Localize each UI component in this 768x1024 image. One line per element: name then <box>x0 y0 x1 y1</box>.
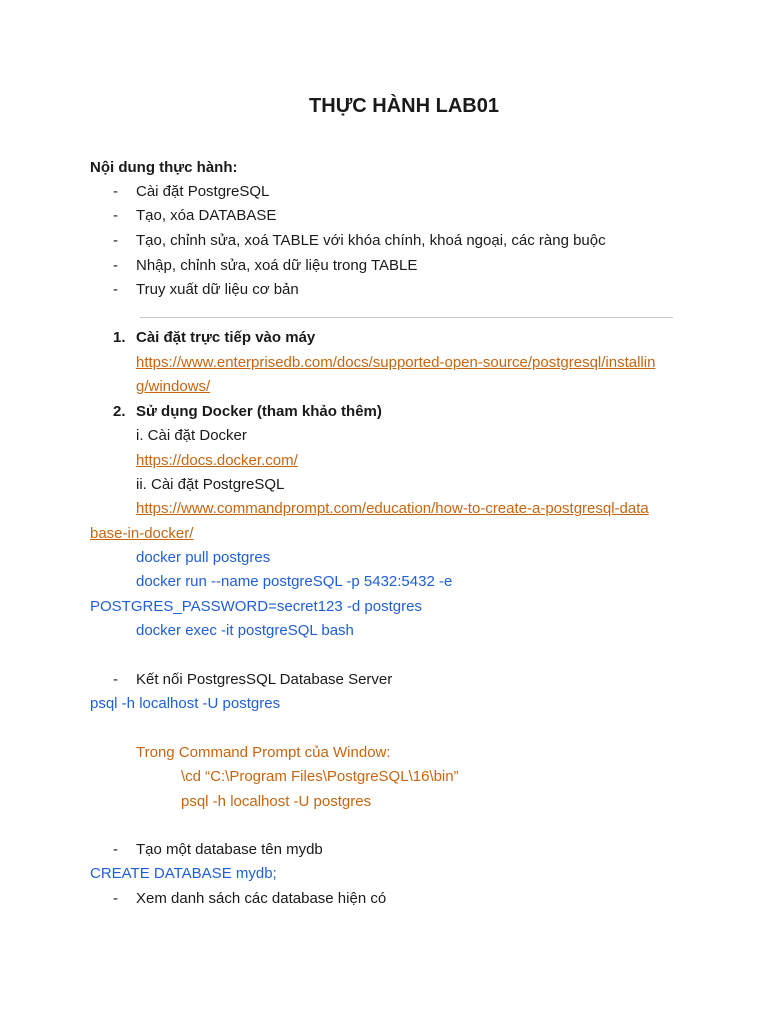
bullet-dash: - <box>113 281 118 298</box>
section-1-number: 1. <box>113 329 126 346</box>
page-title: THỰC HÀNH LAB01 <box>309 95 499 117</box>
commandprompt-link-continued[interactable]: base-in-docker/ <box>90 525 194 542</box>
commandprompt-link[interactable]: https://www.commandprompt.com/education/how-to-create-a-postgresql-data <box>136 500 649 517</box>
windows-cd-command: \cd “C:\Program Files\PostgreSQL\16\bin” <box>181 768 459 785</box>
enterprisedb-link[interactable]: https://www.enterprisedb.com/docs/supported-open-source/postgresql/installin <box>136 354 656 371</box>
intro-item: Cài đặt PostgreSQL <box>136 183 270 200</box>
section-2-heading: Sử dụng Docker (tham khảo thêm) <box>136 403 382 420</box>
bullet-dash: - <box>113 183 118 200</box>
install-docker-label: i. Cài đặt Docker <box>136 427 247 444</box>
intro-heading: Nội dung thực hành: <box>90 159 238 176</box>
docker-exec-command: docker exec -it postgreSQL bash <box>136 622 354 639</box>
create-database-command: CREATE DATABASE mydb; <box>90 865 277 882</box>
intro-item: Truy xuất dữ liệu cơ bản <box>136 281 299 298</box>
bullet-dash: - <box>113 890 118 907</box>
section-2-number: 2. <box>113 403 126 420</box>
section-1-heading: Cài đặt trực tiếp vào máy <box>136 329 316 346</box>
install-postgres-label: ii. Cài đặt PostgreSQL <box>136 476 285 493</box>
create-db-label: Tạo một database tên mydb <box>136 841 323 858</box>
windows-psql-command: psql -h localhost -U postgres <box>181 793 372 810</box>
connect-label: Kết nối PostgresSQL Database Server <box>136 671 393 688</box>
docker-run-command-continued: POSTGRES_PASSWORD=secret123 -d postgres <box>90 598 422 615</box>
docker-docs-link[interactable]: https://docs.docker.com/ <box>136 452 298 469</box>
bullet-dash: - <box>113 207 118 224</box>
windows-note: Trong Command Prompt của Window: <box>136 744 391 761</box>
bullet-dash: - <box>113 232 118 249</box>
horizontal-divider <box>140 317 673 318</box>
enterprisedb-link-continued[interactable]: g/windows/ <box>136 378 211 395</box>
intro-item: Tạo, xóa DATABASE <box>136 207 277 224</box>
docker-pull-command: docker pull postgres <box>136 549 271 566</box>
bullet-dash: - <box>113 841 118 858</box>
intro-item: Nhập, chỉnh sửa, xoá dữ liệu trong TABLE <box>136 257 418 274</box>
intro-item: Tạo, chỉnh sửa, xoá TABLE với khóa chính, khoá ngoại, các ràng buộc <box>136 232 606 249</box>
list-db-label: Xem danh sách các database hiện có <box>136 890 387 907</box>
docker-run-command: docker run --name postgreSQL -p 5432:5432 -e <box>136 573 453 590</box>
bullet-dash: - <box>113 257 118 274</box>
bullet-dash: - <box>113 671 118 688</box>
psql-connect-command: psql -h localhost -U postgres <box>90 695 281 712</box>
